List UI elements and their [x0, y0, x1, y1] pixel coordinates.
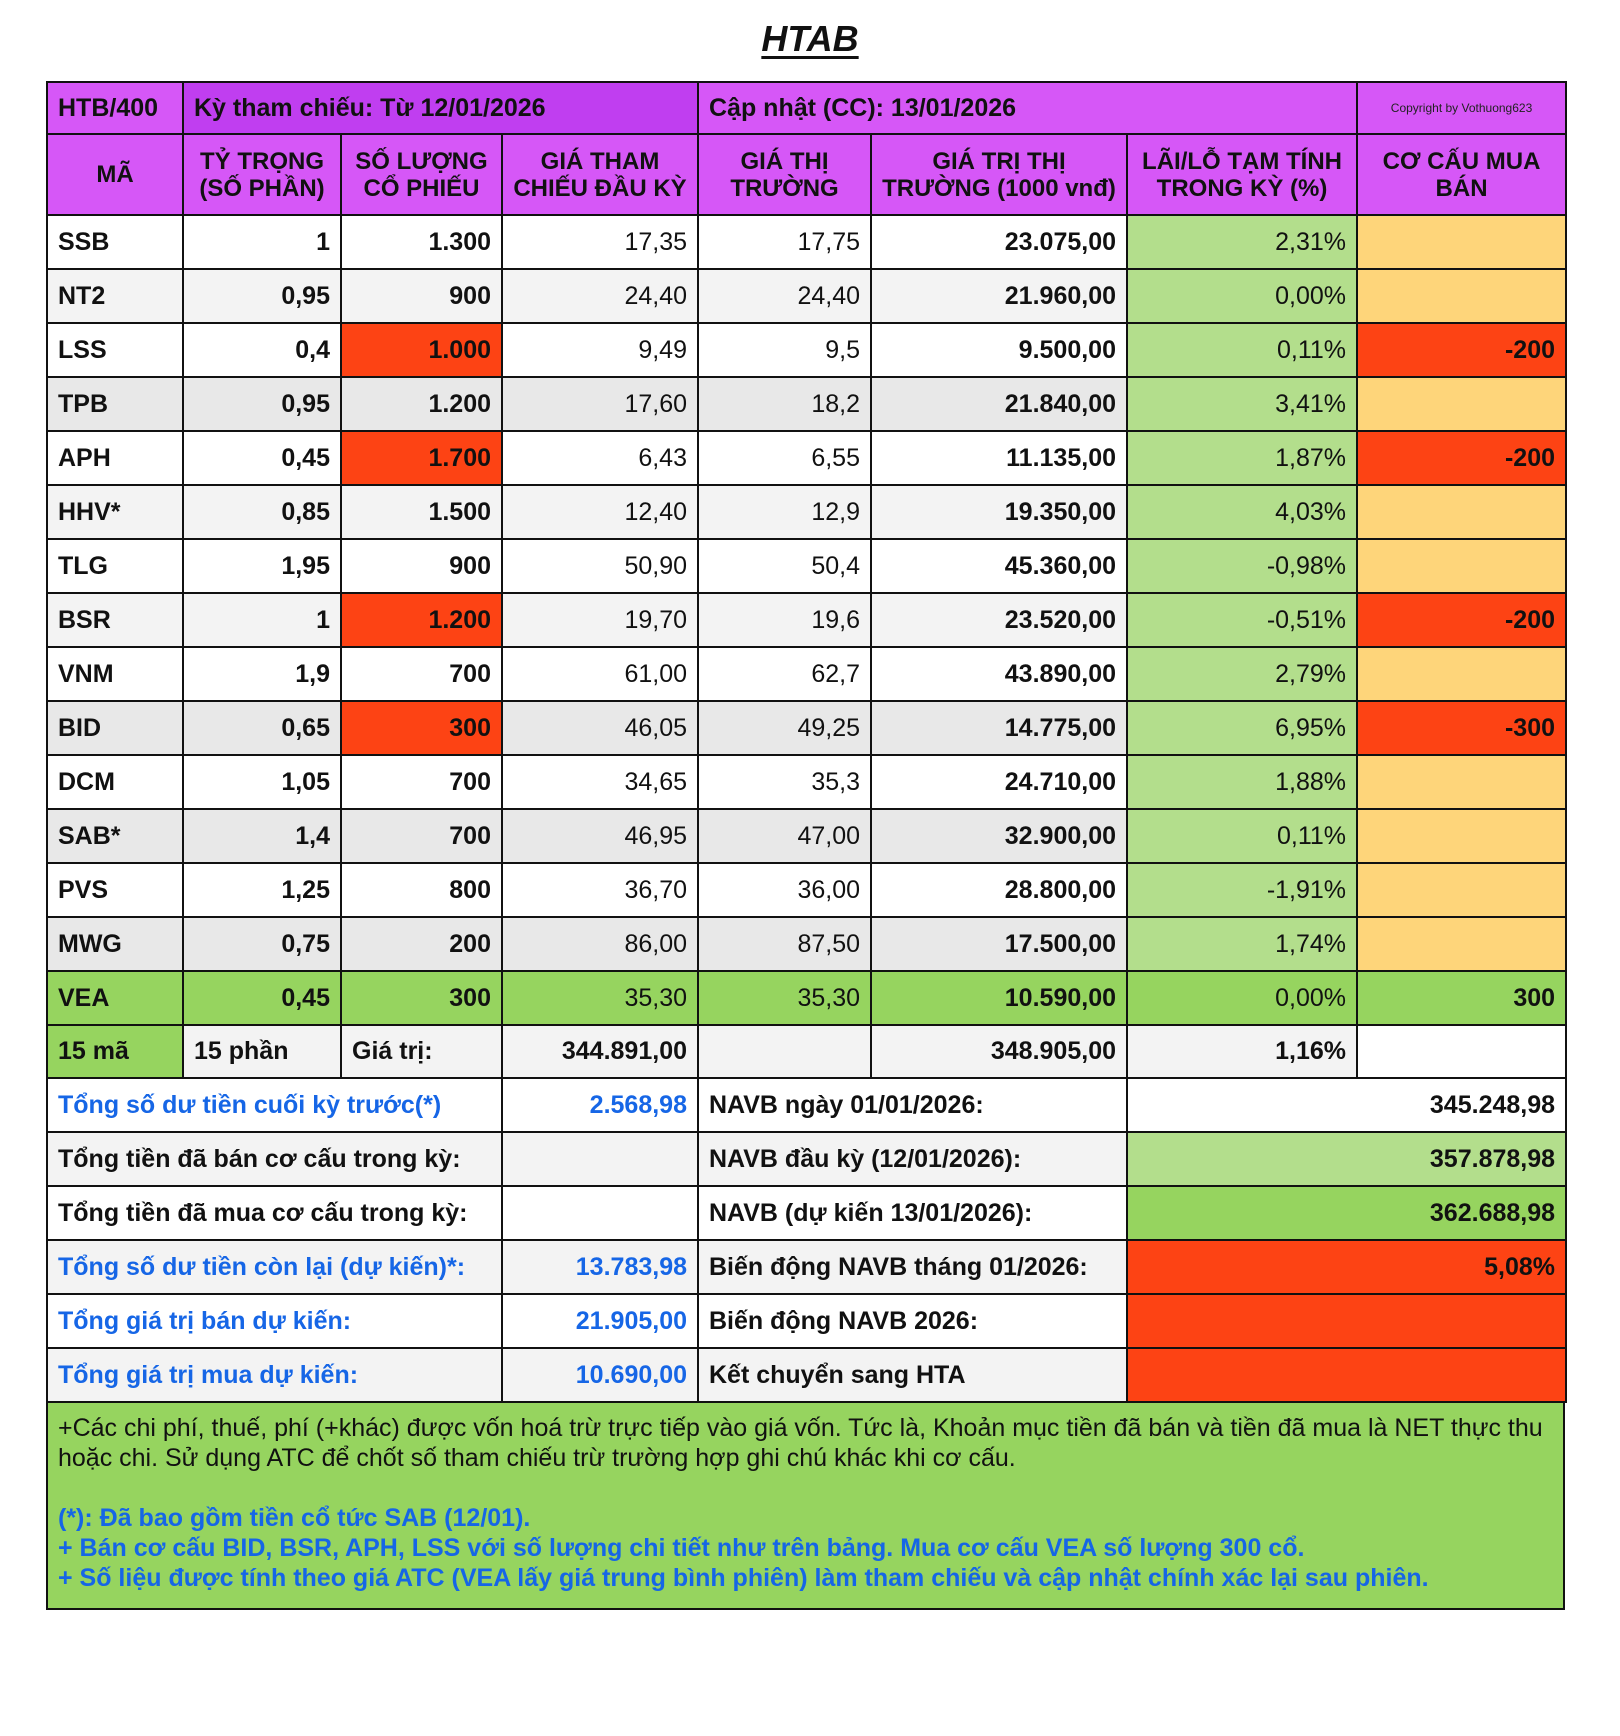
- stock-code: NT2: [47, 269, 183, 323]
- summary-right-value: 5,08%: [1127, 1240, 1566, 1294]
- pnl-cell: 1,74%: [1127, 917, 1357, 971]
- pnl-cell: 1,88%: [1127, 755, 1357, 809]
- column-header-row: [47, 134, 1566, 215]
- summary-left-value: 10.690,00: [502, 1348, 698, 1402]
- weight-cell: 1,25: [183, 863, 341, 917]
- structure-action-cell: -300: [1357, 701, 1566, 755]
- summary-right-label: Biến động NAVB 2026:: [698, 1294, 1127, 1348]
- structure-action-cell: [1357, 377, 1566, 431]
- ref-price-cell: 17,60: [502, 377, 698, 431]
- weight-cell: 0,45: [183, 431, 341, 485]
- stock-code: APH: [47, 431, 183, 485]
- holding-row: [47, 269, 1566, 323]
- structure-action-cell: 300: [1357, 971, 1566, 1025]
- holding-row: [47, 323, 1566, 377]
- total-parts: 15 phần: [183, 1025, 341, 1078]
- weight-cell: 1: [183, 593, 341, 647]
- ref-price-cell: 35,30: [502, 971, 698, 1025]
- structure-action-cell: [1357, 755, 1566, 809]
- summary-right-label: Kết chuyển sang HTA: [698, 1348, 1127, 1402]
- summary-left-label: Tổng số dư tiền cuối kỳ trước(*): [47, 1078, 502, 1132]
- pnl-cell: 1,87%: [1127, 431, 1357, 485]
- weight-cell: 0,95: [183, 377, 341, 431]
- col-header-ref-price: GIÁ THAM CHIẾU ĐẦU KỲ: [502, 134, 698, 215]
- pnl-cell: -0,51%: [1127, 593, 1357, 647]
- ref-price-cell: 9,49: [502, 323, 698, 377]
- col-header-market-value: GIÁ TRỊ THỊ TRƯỜNG (1000 vnđ): [871, 134, 1127, 215]
- summary-left-label: Tổng giá trị mua dự kiến:: [47, 1348, 502, 1402]
- stock-code: BSR: [47, 593, 183, 647]
- update-date: Cập nhật (CC): 13/01/2026: [698, 82, 1357, 134]
- structure-action-cell: [1357, 863, 1566, 917]
- holding-row: [47, 809, 1566, 863]
- holding-row: [47, 863, 1566, 917]
- stock-code: SAB*: [47, 809, 183, 863]
- summary-right-value: [1127, 1294, 1566, 1348]
- summary-right-label: NAVB ngày 01/01/2026:: [698, 1078, 1127, 1132]
- stock-code: MWG: [47, 917, 183, 971]
- summary-left-value: 21.905,00: [502, 1294, 698, 1348]
- summary-right-value: [1127, 1348, 1566, 1402]
- note-restructure: + Bán cơ cấu BID, BSR, APH, LSS với số lượng chi tiết như trên bảng. Mua cơ cấu VEA số lượng 300 cổ.: [58, 1534, 1305, 1562]
- quantity-cell: 1.200: [341, 593, 502, 647]
- copyright-label: Copyright by Vothuong623: [1357, 82, 1566, 134]
- market-value-cell: 45.360,00: [871, 539, 1127, 593]
- quantity-cell: 700: [341, 809, 502, 863]
- structure-action-cell: [1357, 269, 1566, 323]
- weight-cell: 0,95: [183, 269, 341, 323]
- holding-row: [47, 917, 1566, 971]
- quantity-cell: 900: [341, 539, 502, 593]
- summary-left-value: [502, 1132, 698, 1186]
- market-value-cell: 23.075,00: [871, 215, 1127, 269]
- summary-left-value: 13.783,98: [502, 1240, 698, 1294]
- pnl-cell: 0,11%: [1127, 809, 1357, 863]
- ref-price-cell: 61,00: [502, 647, 698, 701]
- col-header-pnl: LÃI/LỖ TẠM TÍNH TRONG KỲ (%): [1127, 134, 1357, 215]
- stock-code: BID: [47, 701, 183, 755]
- quantity-cell: 1.700: [341, 431, 502, 485]
- stock-code: HHV*: [47, 485, 183, 539]
- total-structure-empty: [1357, 1025, 1566, 1078]
- page-title: HTAB: [761, 18, 859, 59]
- summary-row: [47, 1132, 1566, 1186]
- ref-price-cell: 17,35: [502, 215, 698, 269]
- holding-row: [47, 593, 1566, 647]
- holding-row: [47, 215, 1566, 269]
- quantity-cell: 1.200: [341, 377, 502, 431]
- stock-code: TLG: [47, 539, 183, 593]
- pnl-cell: -1,91%: [1127, 863, 1357, 917]
- pnl-cell: 2,31%: [1127, 215, 1357, 269]
- ref-price-cell: 36,70: [502, 863, 698, 917]
- weight-cell: 1: [183, 215, 341, 269]
- weight-cell: 1,9: [183, 647, 341, 701]
- weight-cell: 0,45: [183, 971, 341, 1025]
- header-info-row: [47, 82, 1566, 134]
- market-value-cell: 11.135,00: [871, 431, 1127, 485]
- ref-price-cell: 24,40: [502, 269, 698, 323]
- market-value-cell: 32.900,00: [871, 809, 1127, 863]
- col-header-quantity: SỐ LƯỢNG CỔ PHIẾU: [341, 134, 502, 215]
- market-value-cell: 9.500,00: [871, 323, 1127, 377]
- market-price-cell: 49,25: [698, 701, 871, 755]
- ref-price-cell: 34,65: [502, 755, 698, 809]
- market-price-cell: 12,9: [698, 485, 871, 539]
- quantity-cell: 700: [341, 647, 502, 701]
- pnl-cell: 0,00%: [1127, 269, 1357, 323]
- total-value-label: Giá trị:: [341, 1025, 502, 1078]
- ref-price-cell: 50,90: [502, 539, 698, 593]
- summary-left-label: Tổng tiền đã mua cơ cấu trong kỳ:: [47, 1186, 502, 1240]
- market-price-cell: 9,5: [698, 323, 871, 377]
- summary-left-label: Tổng tiền đã bán cơ cấu trong kỳ:: [47, 1132, 502, 1186]
- market-price-cell: 17,75: [698, 215, 871, 269]
- pnl-cell: 0,11%: [1127, 323, 1357, 377]
- ref-price-cell: 46,05: [502, 701, 698, 755]
- note-general: +Các chi phí, thuế, phí (+khác) được vốn hoá trừ trực tiếp vào giá vốn. Tức là, Khoản mục tiền đã bán và tiền đã mua là NET thực thu hoặc chi. Sử dụng ATC để chốt số tham chiếu trừ trường hợp ghi chú khác khi cơ cấu.: [58, 1414, 1543, 1472]
- note-pricing: + Số liệu được tính theo giá ATC (VEA lấy giá trung bình phiên) làm tham chiếu và cập nhật chính xác lại sau phiên.: [58, 1564, 1429, 1592]
- quantity-cell: 900: [341, 269, 502, 323]
- holding-row: [47, 971, 1566, 1025]
- structure-action-cell: [1357, 485, 1566, 539]
- col-header-weight: TỶ TRỌNG (SỐ PHẦN): [183, 134, 341, 215]
- ref-price-cell: 6,43: [502, 431, 698, 485]
- total-pnl: 1,16%: [1127, 1025, 1357, 1078]
- weight-cell: 0,75: [183, 917, 341, 971]
- pnl-cell: 6,95%: [1127, 701, 1357, 755]
- pnl-cell: 2,79%: [1127, 647, 1357, 701]
- market-price-cell: 24,40: [698, 269, 871, 323]
- market-value-cell: 23.520,00: [871, 593, 1127, 647]
- pnl-cell: 0,00%: [1127, 971, 1357, 1025]
- quantity-cell: 1.300: [341, 215, 502, 269]
- holding-row: [47, 431, 1566, 485]
- market-price-cell: 50,4: [698, 539, 871, 593]
- summary-right-value: 345.248,98: [1127, 1078, 1566, 1132]
- market-value-cell: 10.590,00: [871, 971, 1127, 1025]
- stock-code: VNM: [47, 647, 183, 701]
- stock-code: DCM: [47, 755, 183, 809]
- holding-row: [47, 701, 1566, 755]
- structure-action-cell: -200: [1357, 431, 1566, 485]
- weight-cell: 1,05: [183, 755, 341, 809]
- quantity-cell: 1.500: [341, 485, 502, 539]
- summary-right-label: NAVB đầu kỳ (12/01/2026):: [698, 1132, 1127, 1186]
- structure-action-cell: [1357, 809, 1566, 863]
- summary-right-label: NAVB (dự kiến 13/01/2026):: [698, 1186, 1127, 1240]
- stock-code: LSS: [47, 323, 183, 377]
- quantity-cell: 700: [341, 755, 502, 809]
- ref-price-cell: 19,70: [502, 593, 698, 647]
- market-value-cell: 17.500,00: [871, 917, 1127, 971]
- weight-cell: 1,4: [183, 809, 341, 863]
- notes-box: [46, 1403, 1565, 1610]
- summary-left-label: Tổng số dư tiền còn lại (dự kiến)*:: [47, 1240, 502, 1294]
- weight-cell: 1,95: [183, 539, 341, 593]
- summary-left-value: 2.568,98: [502, 1078, 698, 1132]
- structure-action-cell: [1357, 539, 1566, 593]
- holding-row: [47, 755, 1566, 809]
- market-price-cell: 62,7: [698, 647, 871, 701]
- pnl-cell: 4,03%: [1127, 485, 1357, 539]
- stock-code: TPB: [47, 377, 183, 431]
- total-ref-value: 344.891,00: [502, 1025, 698, 1078]
- market-value-cell: 43.890,00: [871, 647, 1127, 701]
- quantity-cell: 200: [341, 917, 502, 971]
- total-market-value: 348.905,00: [871, 1025, 1127, 1078]
- weight-cell: 0,65: [183, 701, 341, 755]
- reference-period: Kỳ tham chiếu: Từ 12/01/2026: [183, 82, 698, 134]
- summary-row: [47, 1294, 1566, 1348]
- stock-code: SSB: [47, 215, 183, 269]
- summary-row: [47, 1348, 1566, 1402]
- market-price-cell: 87,50: [698, 917, 871, 971]
- summary-left-value: [502, 1186, 698, 1240]
- quantity-cell: 800: [341, 863, 502, 917]
- market-value-cell: 21.960,00: [871, 269, 1127, 323]
- holding-row: [47, 647, 1566, 701]
- holding-row: [47, 539, 1566, 593]
- structure-action-cell: -200: [1357, 593, 1566, 647]
- structure-action-cell: [1357, 215, 1566, 269]
- col-header-code: MÃ: [47, 134, 183, 215]
- total-row: [47, 1025, 1566, 1078]
- total-count: 15 mã: [47, 1025, 183, 1078]
- market-price-cell: 35,30: [698, 971, 871, 1025]
- summary-row: [47, 1240, 1566, 1294]
- summary-left-label: Tổng giá trị bán dự kiến:: [47, 1294, 502, 1348]
- ref-price-cell: 86,00: [502, 917, 698, 971]
- structure-action-cell: [1357, 917, 1566, 971]
- summary-right-value: 362.688,98: [1127, 1186, 1566, 1240]
- pnl-cell: -0,98%: [1127, 539, 1357, 593]
- market-price-cell: 36,00: [698, 863, 871, 917]
- market-price-cell: 18,2: [698, 377, 871, 431]
- holding-row: [47, 485, 1566, 539]
- summary-right-value: 357.878,98: [1127, 1132, 1566, 1186]
- market-value-cell: 21.840,00: [871, 377, 1127, 431]
- structure-action-cell: [1357, 647, 1566, 701]
- market-value-cell: 24.710,00: [871, 755, 1127, 809]
- weight-cell: 0,4: [183, 323, 341, 377]
- market-price-cell: 19,6: [698, 593, 871, 647]
- holding-row: [47, 377, 1566, 431]
- summary-right-label: Biến động NAVB tháng 01/2026:: [698, 1240, 1127, 1294]
- market-price-cell: 35,3: [698, 755, 871, 809]
- pnl-cell: 3,41%: [1127, 377, 1357, 431]
- summary-row: [47, 1186, 1566, 1240]
- quantity-cell: 300: [341, 971, 502, 1025]
- ref-price-cell: 12,40: [502, 485, 698, 539]
- col-header-market-price: GIÁ THỊ TRƯỜNG: [698, 134, 871, 215]
- portfolio-id: HTB/400: [47, 82, 183, 134]
- quantity-cell: 1.000: [341, 323, 502, 377]
- quantity-cell: 300: [341, 701, 502, 755]
- market-price-cell: 47,00: [698, 809, 871, 863]
- total-market-price-empty: [698, 1025, 871, 1078]
- col-header-structure: CƠ CẤU MUA BÁN: [1357, 134, 1566, 215]
- summary-row: [47, 1078, 1566, 1132]
- note-dividend: (*): Đã bao gồm tiền cổ tức SAB (12/01).: [58, 1504, 531, 1532]
- stock-code: VEA: [47, 971, 183, 1025]
- market-value-cell: 14.775,00: [871, 701, 1127, 755]
- portfolio-sheet: [46, 81, 1565, 1610]
- market-price-cell: 6,55: [698, 431, 871, 485]
- market-value-cell: 28.800,00: [871, 863, 1127, 917]
- stock-code: PVS: [47, 863, 183, 917]
- weight-cell: 0,85: [183, 485, 341, 539]
- market-value-cell: 19.350,00: [871, 485, 1127, 539]
- ref-price-cell: 46,95: [502, 809, 698, 863]
- structure-action-cell: -200: [1357, 323, 1566, 377]
- holdings-table: [46, 81, 1567, 1403]
